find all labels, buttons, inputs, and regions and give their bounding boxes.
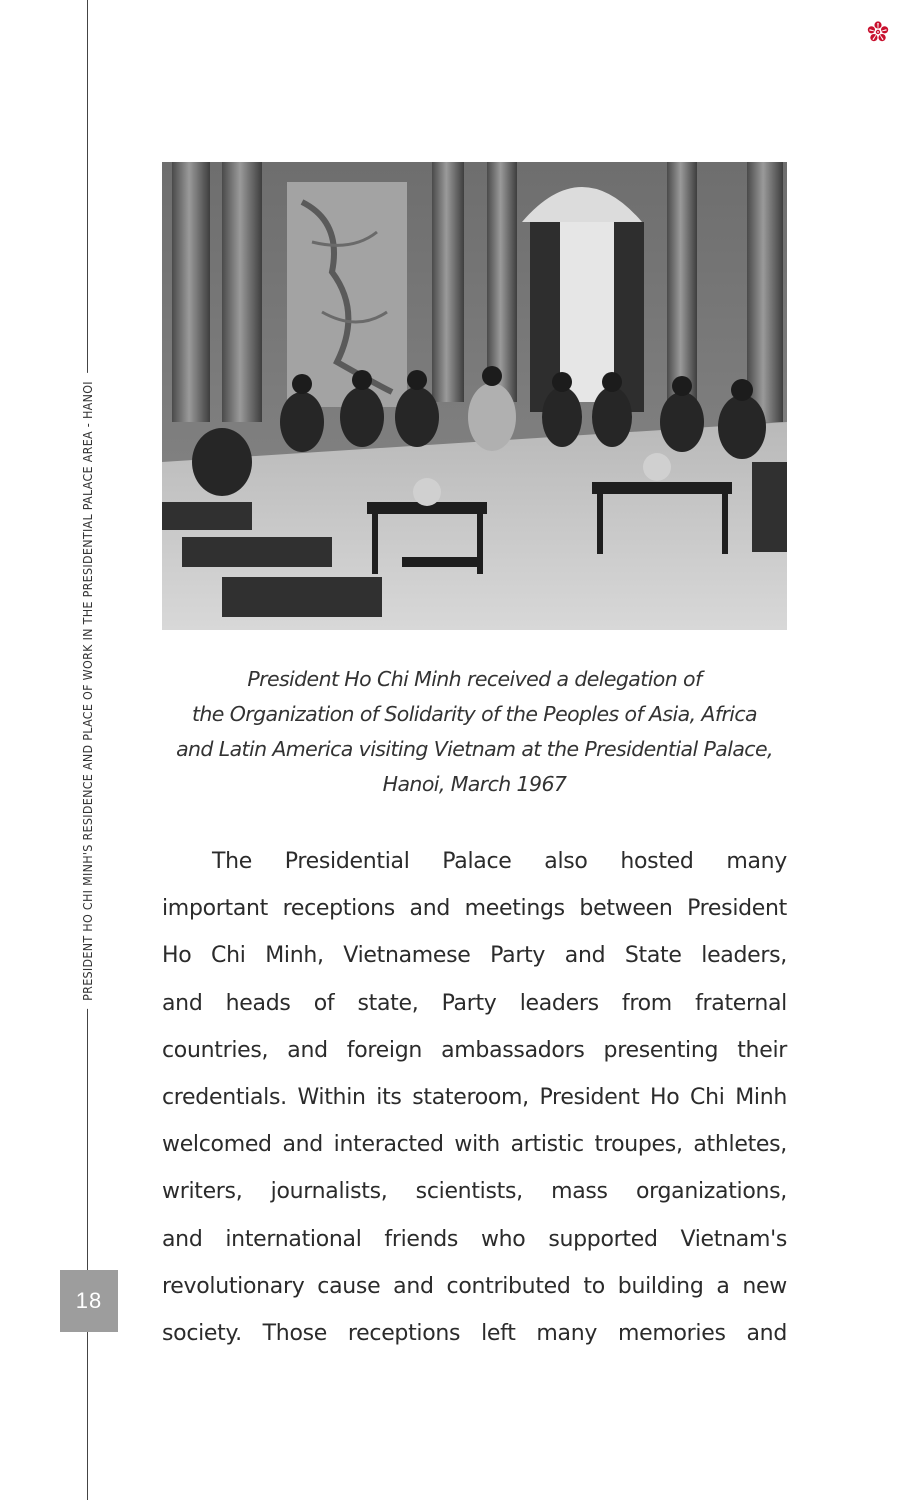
reception-hall-photo: [162, 162, 787, 630]
body-line: writers, journalists, scientists, mass organizations,: [162, 1179, 787, 1205]
caption-line: Hanoi, March 1967: [382, 772, 567, 796]
body-line: Ho Chi Minh, Vietnamese Party and State leaders,: [162, 943, 787, 969]
caption-line: President Ho Chi Minh received a delegation of: [247, 667, 702, 691]
body-line: and heads of state, Party leaders from fraternal: [162, 990, 787, 1016]
body-line: countries, and foreign ambassadors presenting their: [162, 1037, 787, 1063]
side-rule-bottom: [87, 1332, 88, 1500]
historic-photo: [162, 162, 787, 630]
page-number-box: [60, 1270, 118, 1332]
page-number: 18: [75, 1288, 103, 1313]
caption-line: and Latin America visiting Vietnam at the Presidential Palace,: [176, 737, 773, 761]
body-line: The Presidential Palace also hosted many: [212, 849, 787, 874]
body-line: credentials. Within its stateroom, President Ho Chi Minh: [162, 1084, 787, 1110]
body-line: important receptions and meetings between President: [162, 896, 787, 922]
body-line: revolutionary cause and contributed to building a new: [162, 1273, 787, 1299]
body-line: and international friends who supported Vietnam's: [162, 1226, 787, 1252]
body-line: society. Those receptions left many memories and: [162, 1320, 787, 1346]
flower-logo-icon: [866, 20, 890, 44]
photo-caption: [162, 662, 787, 802]
running-title-text: PRESIDENT HO CHI MINH'S RESIDENCE AND PLACE OF WORK IN THE PRESIDENTIAL PALACE AREA - HANOI: [80, 373, 96, 1009]
body-paragraph: [162, 838, 787, 1357]
caption-line: the Organization of Solidarity of the Peoples of Asia, Africa: [191, 702, 758, 726]
body-line: welcomed and interacted with artistic troupes, athletes,: [162, 1132, 787, 1158]
